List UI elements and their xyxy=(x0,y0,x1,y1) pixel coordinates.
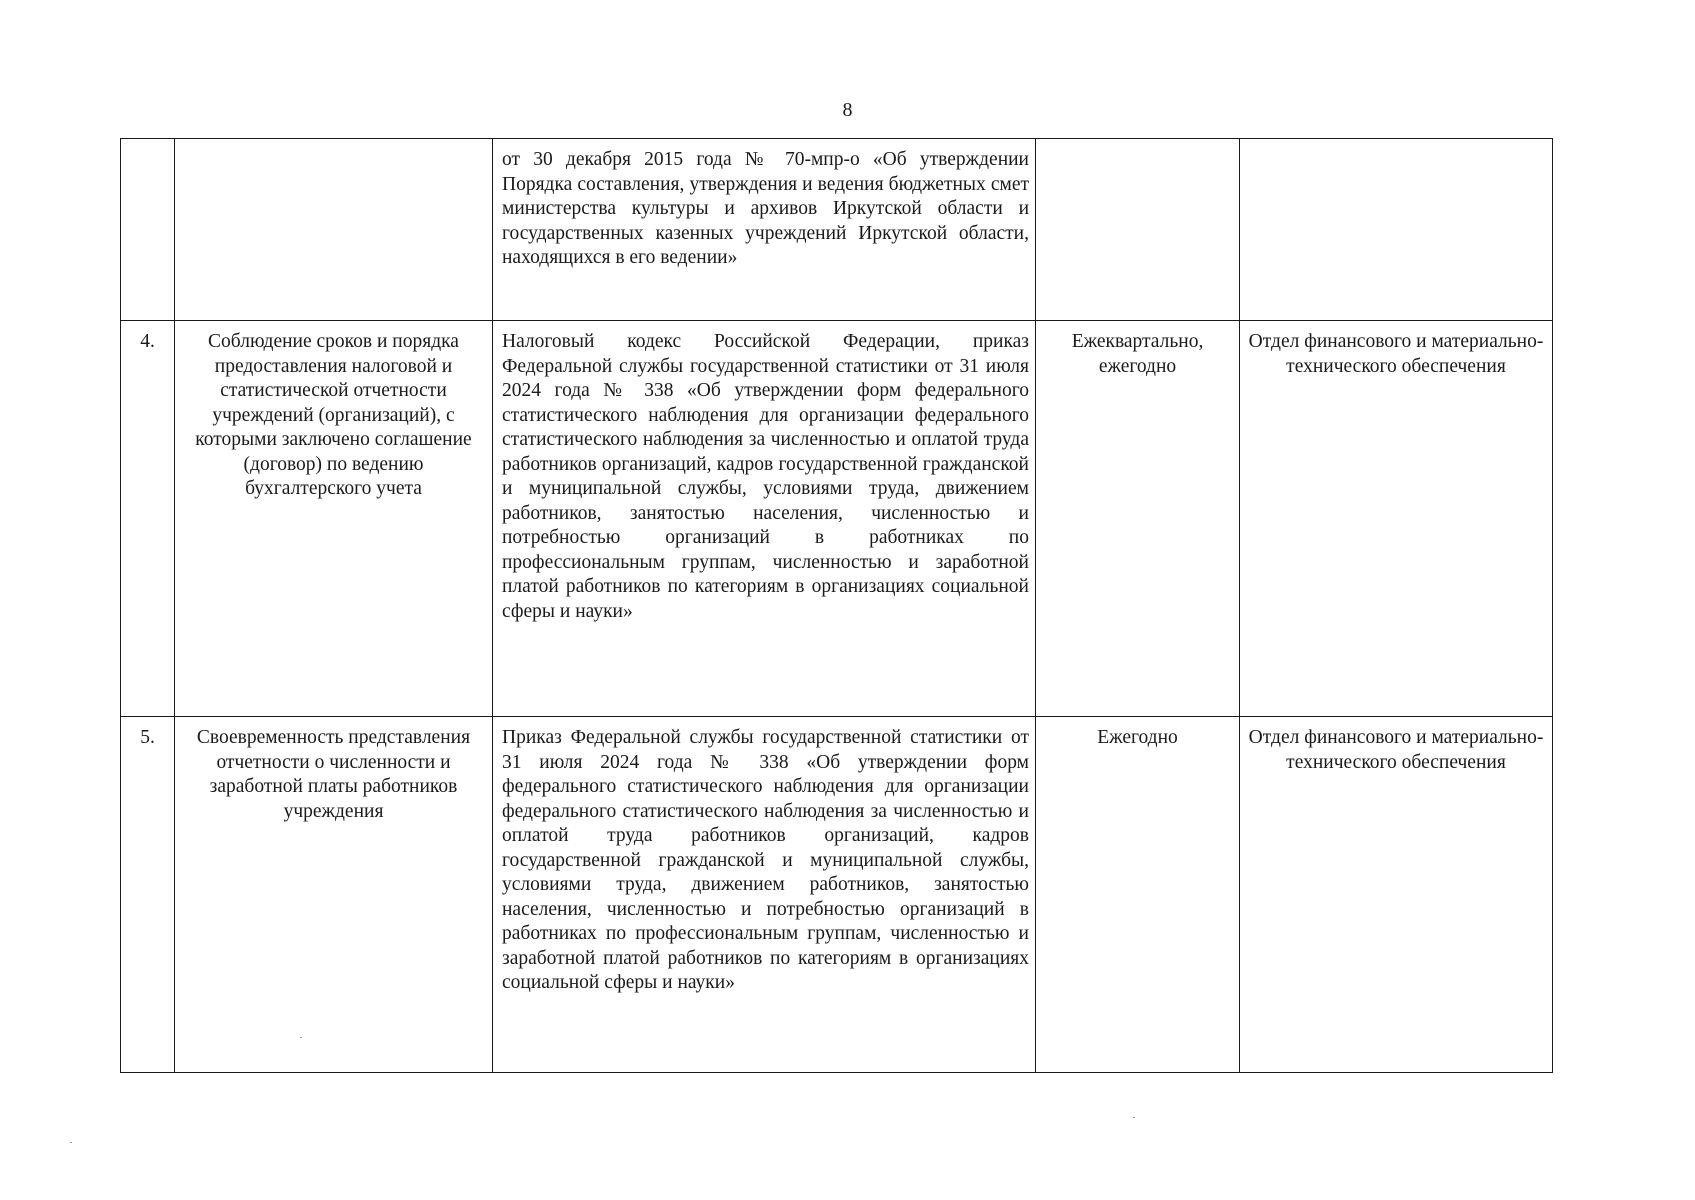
periodicity-cell: Ежеквартально, ежегодно xyxy=(1036,321,1240,717)
row-number-cell xyxy=(121,139,175,321)
row-number-cell: 4. xyxy=(121,321,175,717)
periodicity-cell: Ежегодно xyxy=(1036,717,1240,1073)
table-row xyxy=(121,139,1553,321)
page-number: 8 xyxy=(842,99,853,121)
periodicity-cell xyxy=(1036,139,1240,321)
responsible-cell xyxy=(1240,139,1553,321)
criterion-cell: Соблюдение сроков и порядка предоставления налоговой и статистической отчетности учреждений (организаций), с которыми заключено соглашение (договор) по ведению бухгалтерского учета xyxy=(175,321,493,717)
legal-basis-cell: Налоговый кодекс Российской Федерации, приказ Федеральной службы государственной статистики от 31 июля 2024 года № 338 «Об утверждении форм федерального статистического наблюдения для организации федерального статистического наблюдения за численностью и оплатой труда работников организаций, кадров государственной гражданской и муниципальной службы, условиями труда, движением работников, занятостью населения, численностью и потребностью организаций в работниках по профессиональным группам, численностью и заработной платой работников по категориям в организациях социальной сферы и науки» xyxy=(493,321,1036,717)
legal-basis-cell: от 30 декабря 2015 года № 70-мпр-о «Об утверждении Порядка составления, утверждения и ведения бюджетных смет министерства культуры и архивов Иркутской области и государственных казенных учреждений Иркутской области, находящихся в его ведении» xyxy=(493,139,1036,321)
scan-speck xyxy=(1133,1117,1135,1118)
responsible-cell: Отдел финансового и материально-технического обеспечения xyxy=(1240,321,1553,717)
table-row xyxy=(121,717,1553,1073)
criterion-cell: Своевременность представления отчетности о численности и заработной платы работников учреждения xyxy=(175,717,493,1073)
table-row xyxy=(121,321,1553,717)
legal-basis-cell: Приказ Федеральной службы государственной статистики от 31 июля 2024 года № 338 «Об утверждении форм федерального статистического наблюдения для организации федерального статистического наблюдения за численностью и оплатой труда работников организаций, кадров государственной гражданской и муниципальной службы, условиями труда, движением работников, занятостью населения, численностью и потребностью организаций в работниках по профессиональным группам, численностью и заработной платой работников по категориям в организациях социальной сферы и науки» xyxy=(493,717,1036,1073)
control-table xyxy=(120,138,1553,1073)
criterion-cell xyxy=(175,139,493,321)
responsible-cell: Отдел финансового и материально-технического обеспечения xyxy=(1240,717,1553,1073)
scan-speck xyxy=(300,1037,302,1038)
scan-speck xyxy=(70,1142,72,1143)
row-number-cell: 5. xyxy=(121,717,175,1073)
